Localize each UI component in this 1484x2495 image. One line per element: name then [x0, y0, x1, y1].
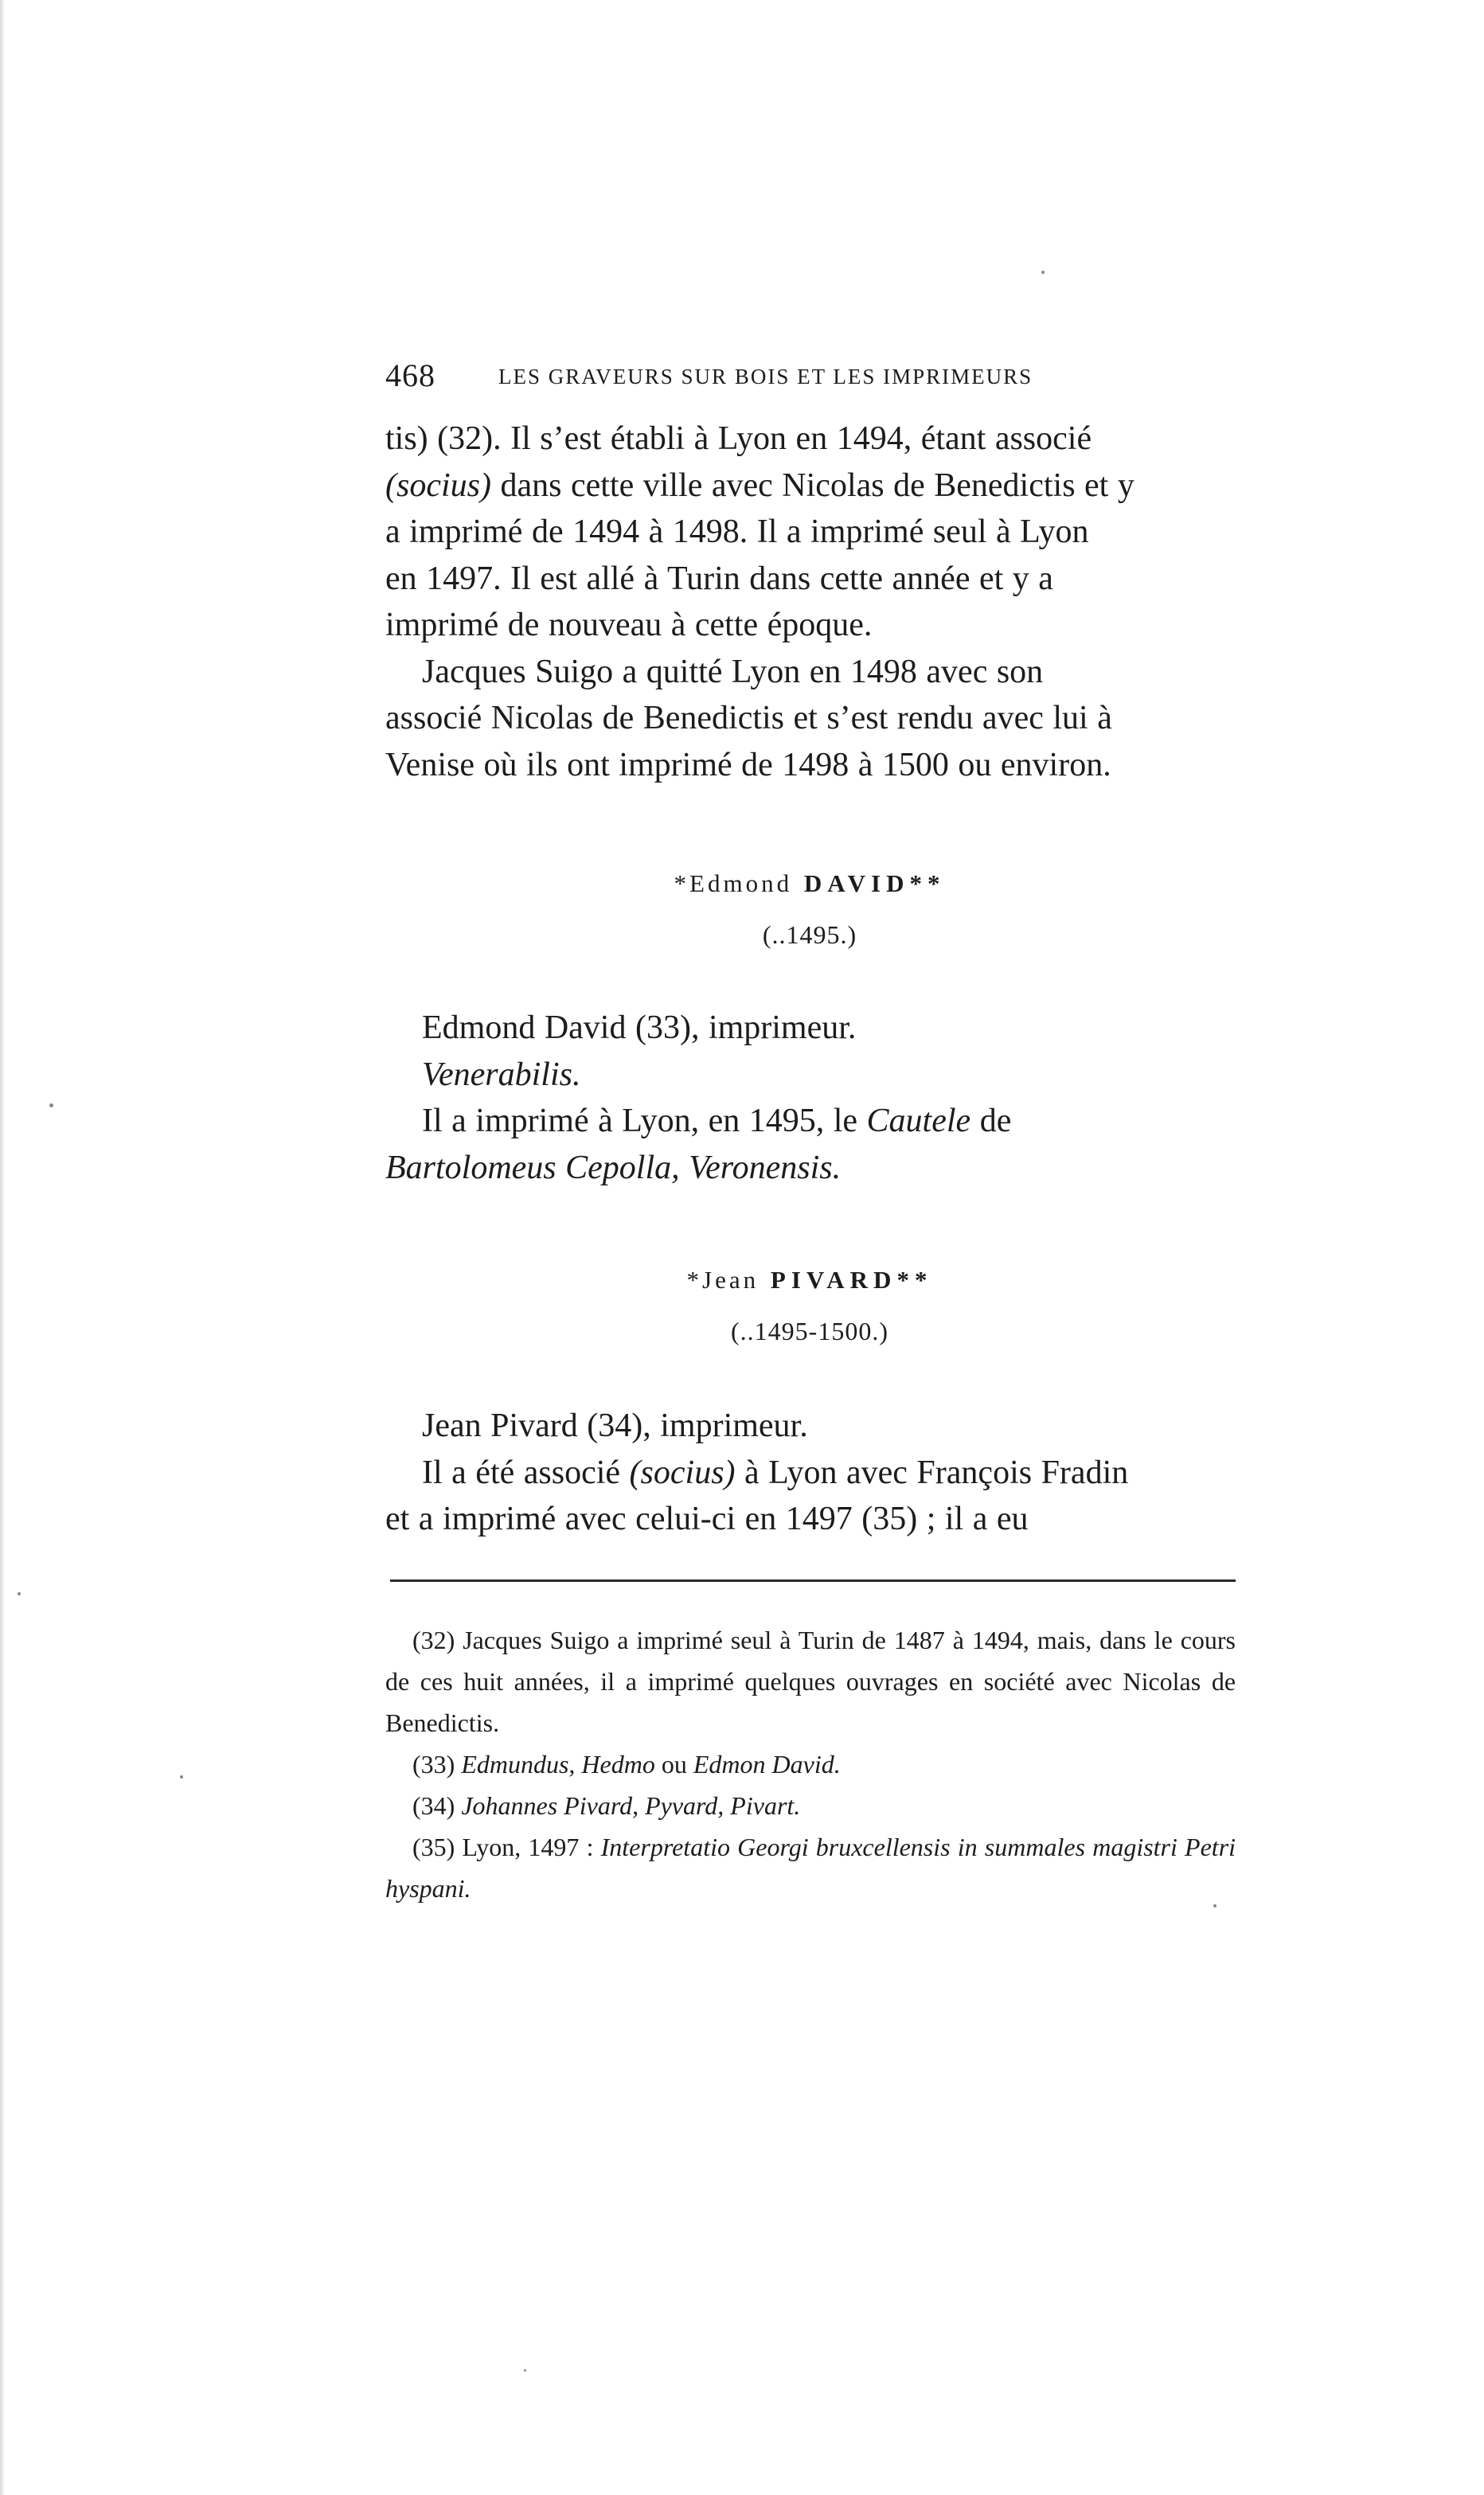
entry-heading-first: *Edmond	[674, 869, 793, 897]
text-line: et a imprimé avec celui-ci en 1497 (35) ; il a eu	[385, 1501, 1029, 1537]
paragraph-suigo-lyon	[385, 416, 1234, 649]
entry-heading-last: DAVID**	[803, 869, 946, 897]
entry-dates-pivard: (..1495-1500.)	[731, 1317, 888, 1345]
italic-text: Edmundus, Hedmo	[461, 1750, 655, 1779]
text-line: tis) (32). Il s’est établi à Lyon en 1494, étant associé	[385, 420, 1092, 457]
footnote-number: (35) Lyon, 1497 :	[412, 1833, 601, 1861]
text-line: ouvrages en société avec Nicolas de Benedictis.	[385, 1667, 1236, 1737]
paragraph-david-cautele	[385, 1098, 1234, 1191]
footnote-34	[385, 1785, 1236, 1826]
text-line: Venise où ils ont imprimé de 1498 à 1500 ou environ.	[385, 746, 1111, 783]
text-run: Il a été associé	[422, 1454, 630, 1491]
text-line: mais, dans le cours de ces huit années, il a imprimé quelques	[385, 1626, 1236, 1696]
text-line: Jacques Suigo a quitté Lyon en 1498 avec son	[422, 653, 1044, 690]
text-line: (32) Jacques Suigo a imprimé seul à Turin de 1487 à 1494,	[412, 1626, 1029, 1654]
text-run: dans cette ville avec Nicolas de Benedictis et y	[490, 467, 1134, 504]
continuation-text	[385, 416, 1234, 788]
entry-heading-last: PIVARD**	[770, 1266, 933, 1294]
italic-text: (socius)	[629, 1454, 736, 1491]
footnotes	[385, 1619, 1236, 1909]
entry-dates-david: (..1495.)	[762, 920, 857, 949]
paragraph-pivard-fradin	[385, 1450, 1234, 1543]
running-head-title: LES GRAVEURS SUR BOIS ET LES IMPRIMEURS	[498, 365, 1033, 389]
text-run: de	[970, 1103, 1012, 1139]
paragraph-suigo-venise	[385, 649, 1234, 789]
scan-edge	[0, 0, 5, 2495]
paragraph-david-venerabilis	[385, 1052, 1234, 1099]
text-line: associé Nicolas de Benedictis et s’est rendu avec lui à	[385, 700, 1112, 736]
entry-body-david	[385, 1005, 1234, 1191]
footnote-number: (33)	[412, 1750, 462, 1779]
text-line: imprimé de nouveau à cette époque.	[385, 607, 873, 643]
text-line	[385, 1098, 1234, 1145]
text-run: à Lyon avec François Fradin	[735, 1454, 1129, 1491]
entry-body-pivard	[385, 1403, 1234, 1543]
entry-heading-first: *Jean	[686, 1266, 760, 1294]
italic-text: Cautele	[866, 1103, 971, 1139]
italic-text: Edmon David.	[693, 1750, 841, 1779]
footnote-32	[385, 1619, 1236, 1743]
text-line	[385, 463, 1234, 510]
text-run: ou	[654, 1750, 693, 1779]
italic-text: (socius)	[385, 467, 491, 504]
text-run: Il a imprimé à Lyon, en 1495, le	[422, 1103, 867, 1139]
italic-text: Bartolomeus Cepolla, Veronensis.	[385, 1149, 842, 1186]
italic-text: magistri Petri hyspani.	[385, 1833, 1236, 1903]
footnote-number: (34)	[412, 1791, 462, 1820]
scan-speck	[49, 1103, 53, 1107]
text-line	[385, 1450, 1234, 1497]
text-line	[385, 1145, 1234, 1192]
paragraph-david-intro: Edmond David (33), imprimeur.	[422, 1009, 857, 1046]
italic-text: Interpretatio Georgi bruxcellensis in summales	[600, 1833, 1086, 1861]
paragraph-pivard-intro: Jean Pivard (34), imprimeur.	[422, 1408, 808, 1444]
scan-speck	[18, 1592, 21, 1595]
footnote-35	[385, 1826, 1236, 1909]
italic-text: Venerabilis.	[422, 1056, 581, 1093]
running-head	[385, 357, 1237, 404]
scan-speck	[180, 1775, 183, 1779]
text-line: a imprimé de 1494 à 1498. Il a imprimé seul à Lyon	[385, 513, 1089, 550]
text-line: en 1497. Il est allé à Turin dans cette année et y a	[385, 560, 1053, 597]
entry-heading-pivard	[385, 1266, 1234, 1294]
entry-heading-david	[385, 869, 1234, 898]
page-number: 468	[385, 357, 435, 393]
scan-speck	[1041, 271, 1045, 274]
italic-text: Johannes Pivard, Pyvard, Pivart.	[461, 1791, 801, 1820]
scan-speck	[524, 2369, 526, 2372]
footnote-rule	[390, 1579, 1236, 1582]
footnote-33	[385, 1743, 1236, 1785]
